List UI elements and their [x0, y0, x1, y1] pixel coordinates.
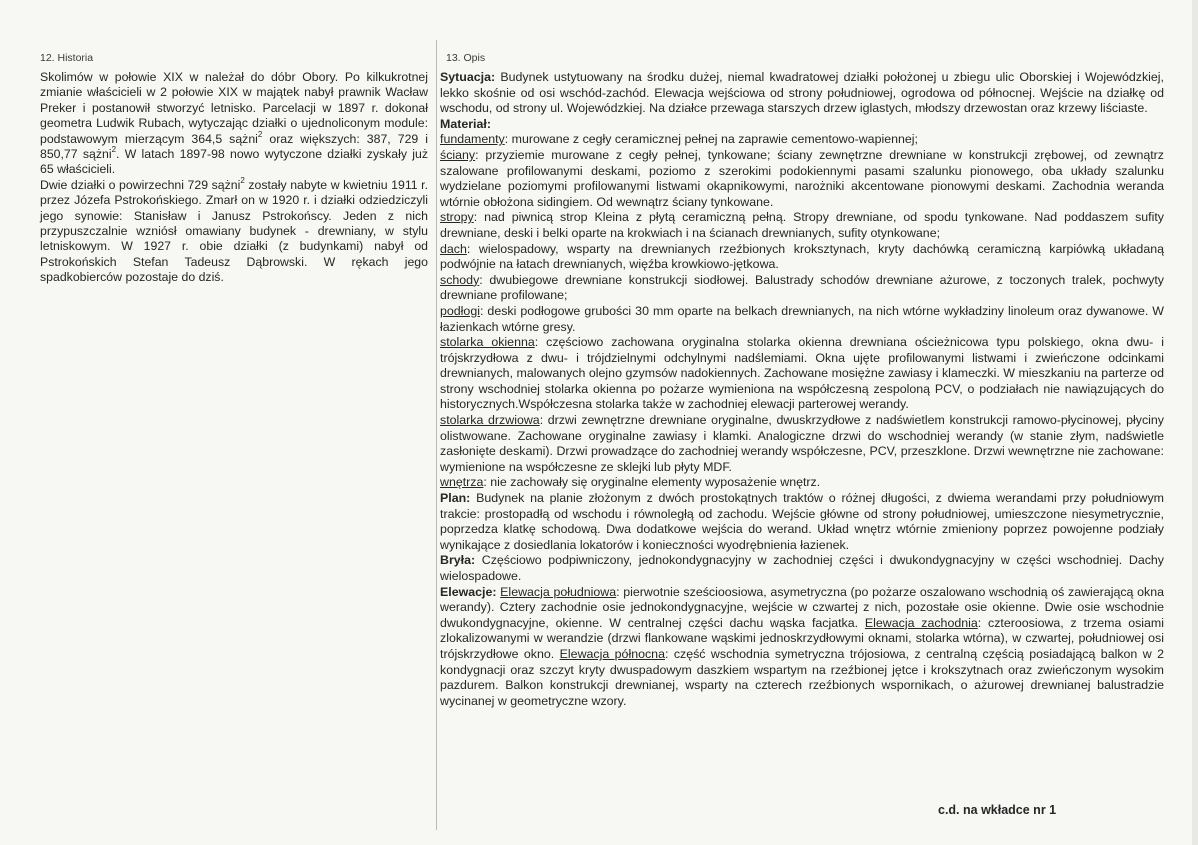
opis-heading: 13. Opis: [446, 52, 486, 64]
historia-body: [40, 70, 428, 286]
sciany-paragraph: ściany: przyziemie murowane z cegły pełnej, tynkowane; ściany zewnętrzne drewniane w konstrukcji zrębowej, od zewnątrz szalowane profilowanymi deskami, poziomo z szerokimi podokiennymi pasami szalunku pionowego, oba układy szalunku wydzielane poziomymi profilowanymi listwami okapnikowymi, narożniki akcentowane pionowymi deskami. Zachodnia weranda wtórnie obłożona sidingiem. Od wewnątrz ściany tynkowane.: [440, 147, 1164, 209]
sytuacja-paragraph: Sytuacja: Budynek ustytuowany na środku dużej, niemal kwadratowej działki położonej u zbiegu ulic Oborskiej i Wojewódzkiej, lekko skośnie od osi wschód-zachód. Elewacja wejściowa od strony południowej, ogrodowa od północnej. Wejście na działkę od wschodu, od strony ul. Wojewódzkiej. Na działce przewaga starszych drzew iglastych, młodszy drzewostan oraz krzewy liściaste.: [440, 70, 1164, 116]
stolarka-okienna-paragraph: stolarka okienna: częściowo zachowana oryginalna stolarka okienna drewniana ościeżnicowa typu polskiego, okna dwu- i trójskrzydłowa z dwu- i trójdzielnymi odchylnymi nadślemiami. Okna ujęte profilowanymi listwami i zwieńczone odcinkami drewnianych, malowanych olejno gzymsów nadokiennych. Zachowane mosiężne zawiasy i klameczki. W mieszkaniu na parterze od strony wschodniej stolarka okienna po pożarze wymieniona na współczesną zespoloną PCV, o podziałach nie nawiązujących do historycznych.Współczesna stolarka także w zachodniej elewacji parterowej werandy.: [440, 335, 1164, 412]
bryla-paragraph: Bryła: Częściowo podpiwniczony, jednokondygnacyjny w zachodniej części i dwukondygnacyjny w części wschodniej. Dachy wielospadowe.: [440, 553, 1164, 583]
historia-section: [40, 52, 428, 286]
historia-paragraph-1: Skolimów w połowie XIX w należał do dóbr Obory. Po kilkukrotnej zmianie właścicieli w 2 połowie XIX w majątek nabył prawnik Wacław Preker i postanowił stworzyć letnisko. Parcelacji w 1897 r. dokonał geometra Ludwik Rubach, wytyczając działki o ujednoliconym module: podstawowym mierzącym 364,5 sążni$^2$ oraz większych: 387, 729 i 850,77 sążni$^2$. W latach 1897-98 nowo wytyczone działki zyskały już 65 właścicieli.: [40, 70, 428, 177]
historia-paragraph-2: Dwie działki o powirzechni 729 sążni$^2$ zostały nabyte w kwietniu 1911 r. przez Józefa Pstrokońskiego. Zmarł on w 1920 r. i działki odziedziczyli jego synowie: Stanisław i Janusz Pstrokońscy. Jeden z nich przypuszczalnie wzniósł omawiany budynek - drewniany, w stylu letniskowym. W 1927 r. obie działki (z budynkami) nabył od Pstrokońskich Stefan Tadeusz Dąbrowski. W rękach jego spadkobierców pozostaje do dziś.: [40, 175, 428, 285]
column-divider: [436, 40, 437, 830]
podlogi-paragraph: podłogi: deski podłogowe grubości 30 mm oparte na belkach drewnianych, na nich wtórne wykładziny linoleum oraz dywanowe. W łazienkach wtórne gresy.: [440, 303, 1164, 334]
fundamenty-paragraph: fundamenty: murowane z cegły ceramicznej pełnej na zaprawie cementowo-wapiennej;: [440, 132, 918, 147]
opis-section: [440, 52, 1164, 709]
stolarka-drzwiowa-paragraph: stolarka drzwiowa: drzwi zewnętrzne drewniane oryginalne, dwuskrzydłowe z nadświetlem konstrukcji ramowo-płycinowej, płyciny olistwowane. Zachowane oryginalne zawiasy i klamki. Analogiczne drzwi do wschodniej werandy (w stanie złym, nadświetle zasłonięte deskami). Drzwi prowadzące do zachodniej werandy współczesne, PCV, przeszklone. Drzwi wewnętrzne nie zachowane: wymienione na współczesne ze sklejki lub płyty MDF.: [440, 413, 1164, 474]
wnetrza-paragraph: wnętrza: nie zachowały się oryginalne elementy wyposażenie wnętrz.: [440, 475, 821, 490]
stropy-paragraph: stropy: nad piwnicą strop Kleina z płytą ceramiczną pełną. Stropy drewniane, od spodu tynkowane. Nad poddaszem sufity drewniane, deski i belki oparte na krokwiach i na ścianach drewnianych, sufity otynkowane;: [440, 210, 1164, 240]
dach-paragraph: dach: wielospadowy, wsparty na drewnianych rzeźbionych kroksztynach, kryty dachówką ceramiczną karpiówką układaną podwójnie na łatach drewnianych, więźba krowkiowo-jętkowa.: [440, 241, 1164, 272]
page-edge: [1192, 0, 1198, 845]
opis-body: [440, 70, 1164, 709]
elewacje-paragraph: Elewacje: Elewacja południowa: pierwotnie sześcioosiowa, asymetryczna (po pożarze oszalowano wschodnią oś zawierającą okna werandy). Cztery zachodnie osie jednokondygnacyjne, wejście w czwartej z nich, pozostałe osie okienne. Dwie osie wschodnie dwukondygnacyjne, okienne. W centralnej części dachu wąska facjatka. Elewacja zachodnia: czteroosiowa, z trzema osiami zlokalizowanymi w werandzie (drzwi flankowane wąskimi jednoskrzydłowymi oknami, stolarka wtórna), w czwartej, południowej osi trójskrzydłowe okno. Elewacja północna: część wschodnia symetryczna trójosiowa, z centralną częścią posiadającą balkon w 2 kondygnacji oraz szczyt kryty dwuspadowym daszkiem wspartym na rzeźbionej jętce i krokszytnach oraz zwieńczonym wysokim pazdurem. Balkon konstrukcji drewnianej, wsparty na czterech rzeźbionych wspornikach, o ażurowej drewnianej balustradzie wycinanej w geometryczne wzory.: [440, 584, 1164, 708]
continuation-note: c.d. na wkładce nr 1: [938, 803, 1057, 817]
historia-heading: 12. Historia: [40, 52, 94, 64]
plan-paragraph: Plan: Budynek na planie złożonym z dwóch prostokątnych traktów o różnej długości, z dwiema werandami przy południowym trakcie: prostopadłą od wschodu i równoległą od zachodu. Wejście główne od strony południowej, umieszczone niesymetrycznie, poprzedza klatkę schodową. Dwa dodatkowe wejścia do werand. Układ wnętrz wtórnie zmieniony poprzez powojenne podziały wynikające z dosiedlania lokatorów i konieczności wyodrębnienia łazienek.: [440, 491, 1164, 552]
material-heading: Materiał:: [440, 116, 491, 131]
schody-paragraph: schody: dwubiegowe drewniane konstrukcji siodłowej. Balustrady schodów drewniane ażurowe, z toczonych tralek, pochwyty drewniane profilowane;: [440, 272, 1164, 303]
